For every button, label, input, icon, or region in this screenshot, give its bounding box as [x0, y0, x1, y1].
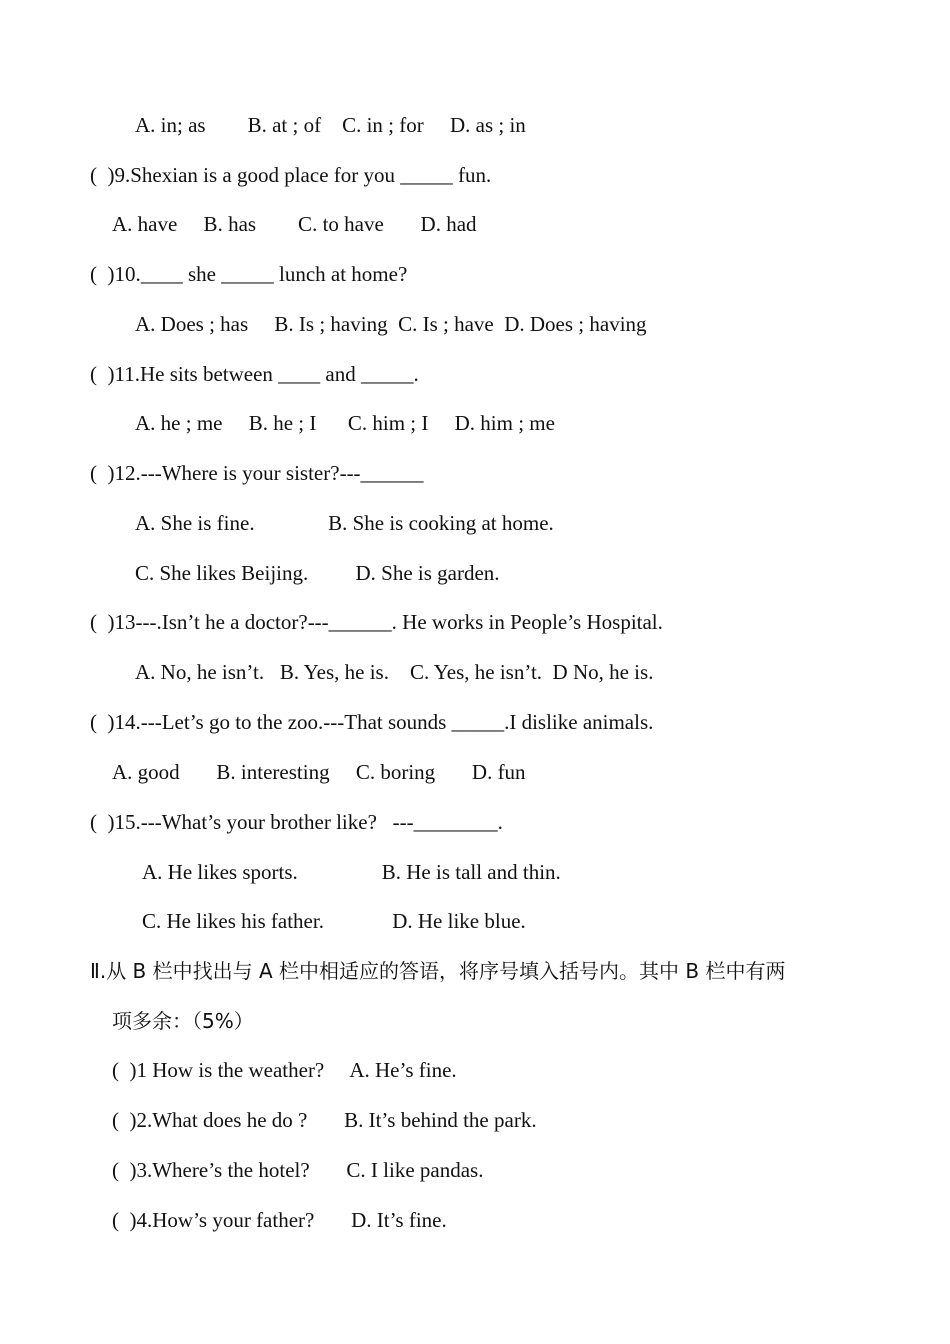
match-item-1: ( )1 How is the weather? A. He’s fine.: [112, 1058, 457, 1082]
match-item-4: ( )4.How’s your father? D. It’s fine.: [112, 1208, 447, 1232]
q13-question: ( )13---.Isn’t he a doctor?---______. He works in People’s Hospital.: [90, 610, 663, 634]
q8-options: A. in; as B. at ; of C. in ; for D. as ; in: [135, 113, 526, 137]
q14-question: ( )14.---Let’s go to the zoo.---That sounds _____.I dislike animals.: [90, 710, 654, 734]
q15-question: ( )15.---What’s your brother like? ---________.: [90, 810, 503, 834]
match-item-2: ( )2.What does he do ? B. It’s behind the park.: [112, 1108, 537, 1132]
q10-question: ( )10.____ she _____ lunch at home?: [90, 262, 408, 286]
section-2-instruction-cont: 项多余：（5%）: [112, 1009, 254, 1033]
q12-options-cd: C. She likes Beijing. D. She is garden.: [135, 561, 500, 585]
q9-options: A. have B. has C. to have D. had: [112, 212, 477, 236]
section-2-instruction: Ⅱ.从 B 栏中找出与 A 栏中相适应的答语，将序号填入括号内。其中 B 栏中有两: [90, 959, 786, 983]
q10-options: A. Does ; has B. Is ; having C. Is ; have D. Does ; having: [135, 312, 647, 336]
q9-question: ( )9.Shexian is a good place for you _____ fun.: [90, 163, 492, 187]
q13-options: A. No, he isn’t. B. Yes, he is. C. Yes, he isn’t. D No, he is.: [135, 660, 654, 684]
q14-options: A. good B. interesting C. boring D. fun: [112, 760, 526, 784]
match-item-3: ( )3.Where’s the hotel? C. I like pandas.: [112, 1158, 484, 1182]
q12-question: ( )12.---Where is your sister?---______: [90, 461, 424, 485]
q12-options-ab: A. She is fine. B. She is cooking at home.: [135, 511, 554, 535]
q15-options-ab: A. He likes sports. B. He is tall and thin.: [142, 860, 561, 884]
q15-options-cd: C. He likes his father. D. He like blue.: [142, 909, 526, 933]
q11-question: ( )11.He sits between ____ and _____.: [90, 362, 419, 386]
q11-options: A. he ; me B. he ; I C. him ; I D. him ; me: [135, 411, 555, 435]
